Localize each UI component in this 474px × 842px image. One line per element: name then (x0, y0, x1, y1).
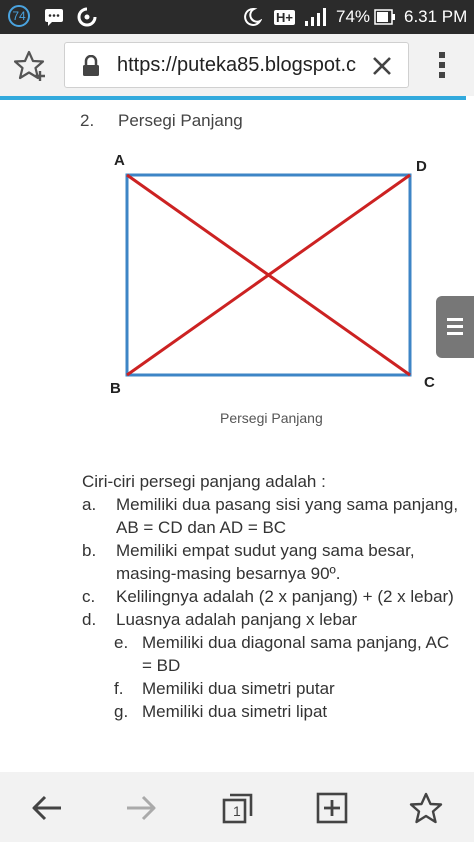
sync-icon (76, 0, 98, 34)
list-sub-item (82, 631, 462, 677)
bottom-navigation-bar (0, 772, 474, 842)
battery-percent: 74% (336, 7, 371, 26)
signal-strength-icon (304, 0, 328, 34)
list-intro: Ciri-ciri persegi panjang adalah : (82, 472, 326, 491)
status-bar (0, 0, 474, 34)
rectangle-diagram (100, 147, 440, 402)
list-marker: g. (114, 702, 129, 721)
vertex-label-b: B (110, 380, 121, 397)
section-title: Persegi Panjang (118, 111, 243, 130)
back-arrow-icon[interactable] (25, 786, 69, 830)
list-marker: b. (82, 541, 97, 560)
do-not-disturb-moon-icon (242, 0, 262, 34)
article-content (0, 100, 474, 772)
tabs-icon[interactable] (216, 786, 260, 830)
list-item (82, 493, 462, 539)
tab-count: 1 (233, 803, 241, 819)
hamburger-icon (436, 296, 474, 358)
characteristics-list (82, 470, 462, 723)
battery-icon (374, 0, 396, 34)
list-marker: f. (114, 679, 124, 698)
list-marker: a. (82, 495, 97, 514)
list-item (82, 585, 462, 608)
notification-count-badge: 74 (8, 5, 30, 27)
add-bookmark-icon[interactable] (14, 48, 48, 82)
lock-icon (81, 55, 101, 82)
list-item (82, 608, 462, 631)
list-marker: c. (82, 587, 96, 606)
list-text: Memiliki dua diagonal sama panjang, AC = BD (142, 633, 450, 675)
vertex-label-a: A (114, 152, 125, 169)
list-text: Memiliki empat sudut yang sama besar, masing-masing besarnya 90º. (116, 541, 415, 583)
close-icon[interactable] (371, 55, 393, 77)
url-text[interactable]: https://puteka85.blogspot.c (117, 54, 357, 76)
vertex-label-c: C (424, 374, 435, 391)
list-marker: e. (114, 633, 129, 652)
list-marker: d. (82, 610, 97, 629)
list-sub-item (82, 677, 462, 700)
list-sub-item (82, 700, 462, 723)
browser-toolbar (0, 34, 474, 96)
list-text: Memiliki dua pasang sisi yang sama panjang, AB = CD dan AD = BC (116, 495, 459, 537)
overflow-menu-icon[interactable] (432, 48, 452, 82)
list-text: Kelilingnya adalah (2 x panjang) + (2 x lebar) (116, 587, 454, 606)
list-item (82, 539, 462, 585)
address-bar[interactable] (64, 42, 409, 88)
list-text: Memiliki dua simetri putar (142, 679, 335, 698)
list-text: Memiliki dua simetri lipat (142, 702, 328, 721)
bookmark-star-icon[interactable] (404, 786, 448, 830)
section-number: 2. (80, 111, 95, 130)
diagram-caption: Persegi Panjang (220, 410, 323, 426)
network-type-indicator: H+ (276, 9, 293, 25)
forward-arrow-icon[interactable] (119, 786, 163, 830)
new-tab-icon[interactable] (310, 786, 354, 830)
message-icon (44, 0, 64, 34)
list-text: Luasnya adalah panjang x lebar (116, 610, 358, 629)
clock: 6.31 PM (404, 7, 468, 26)
vertex-label-d: D (416, 158, 427, 175)
side-menu-handle[interactable] (436, 296, 474, 358)
